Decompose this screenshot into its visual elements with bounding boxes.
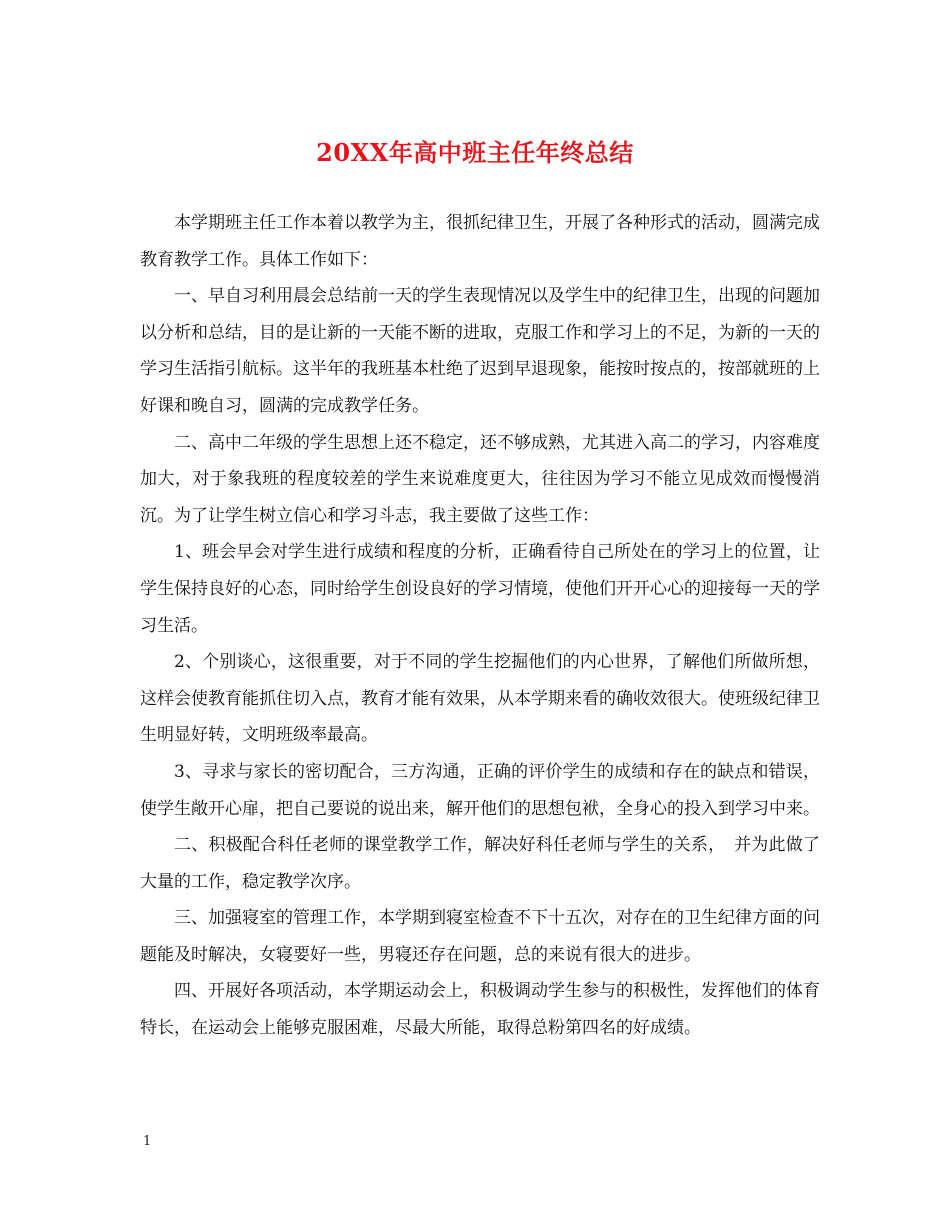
paragraph-item-5: 四、开展好各项活动，本学期运动会上，积极调动学生参与的积极性，发挥他们的体育特长，在运动会上能够克服困难，尽最大所能，取得总粉第四名的好成绩。	[140, 981, 820, 1039]
paragraph-item-4: 三、加强寝室的管理工作，本学期到寝室检查不下十五次，对存在的卫生纪律方面的问题能及时解决，女寝要好一些，男寝还存在问题，总的来说有很大的进步。	[140, 908, 820, 965]
paragraph-item-2: 二、高中二年级的学生思想上还不稳定，还不够成熟，尤其进入高二的学习，内容难度加大，对于象我班的程度较差的学生来说难度更大，往往因为学习不能立见成效而慢慢消沉。为了让学生树立信心和学习斗志，我主要做了这些工作：	[140, 432, 820, 526]
paragraph-subitem-2: 2、个别谈心，这很重要，对于不同的学生挖掘他们的内心世界，了解他们所做所想，这样会使教育能抓住切入点，教育才能有效果，从本学期来看的确收效很大。使班级纪律卫生明显好转，文明班级率最高。	[140, 652, 820, 746]
paragraph-item-1: 一、早自习利用晨会总结前一天的学生表现情况以及学生中的纪律卫生，出现的问题加以分析和总结，目的是让新的一天能不断的进取，克服工作和学习上的不足，为新的一天的学习生活指引航标。这半年的我班基本杜绝了迟到早退现象，能按时按点的，按部就班的上好课和晚自习，圆满的完成教学任务。	[140, 286, 820, 416]
paragraph-subitem-1: 1、班会早会对学生进行成绩和程度的分析，正确看待自己所处在的学习上的位置，让学生保持良好的心态，同时给学生创设良好的学习情境，使他们开开心心的迎接每一天的学习生活。	[140, 542, 820, 636]
document-title: 20XX年高中班主任年终总结	[316, 138, 634, 167]
page-number: 1	[143, 1134, 152, 1149]
paragraph-subitem-3: 3、寻求与家长的密切配合，三方沟通，正确的评价学生的成绩和存在的缺点和错误，使学生敞开心扉，把自己要说的说出来，解开他们的思想包袱，全身心的投入到学习中来。	[140, 761, 820, 819]
paragraph-intro: 本学期班主任工作本着以教学为主，很抓纪律卫生，开展了各种形式的活动，圆满完成教育教学工作。具体工作如下：	[140, 213, 820, 270]
paragraph-item-3: 二、积极配合科任老师的课堂教学工作，解决好科任老师与学生的关系， 并为此做了大量的工作，稳定教学次序。	[140, 835, 820, 892]
document-body	[140, 205, 820, 1047]
